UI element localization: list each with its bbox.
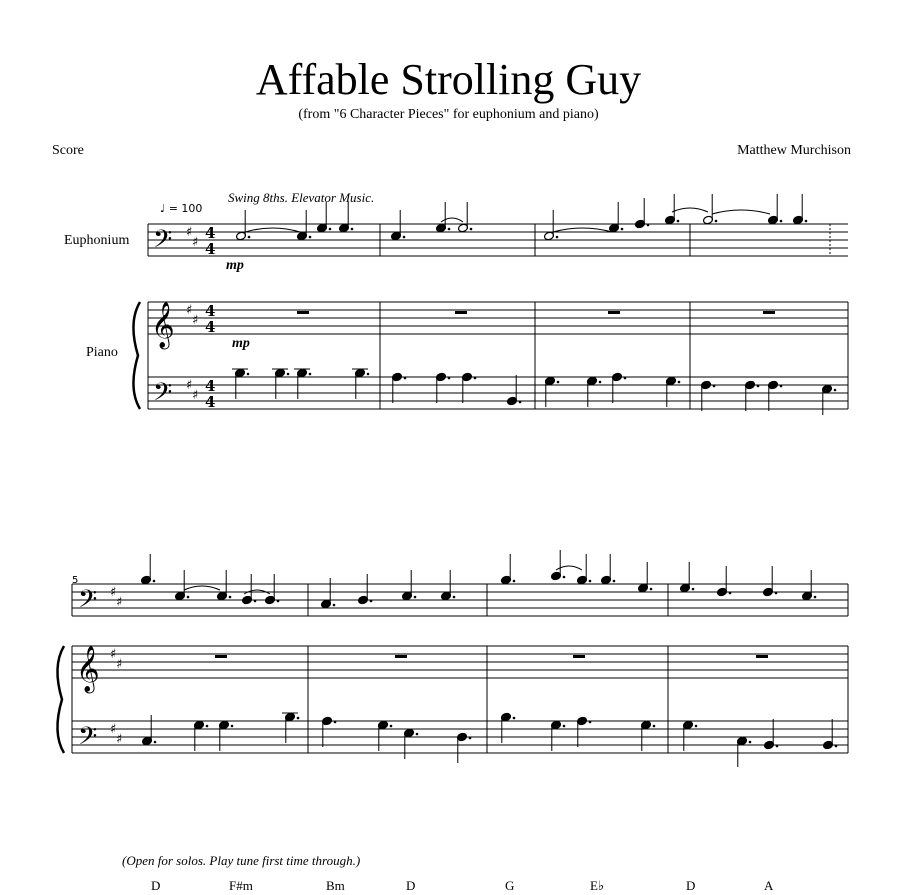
sharp-icon: ♯ (110, 647, 117, 662)
treble-clef-icon: 𝄞 (76, 646, 100, 692)
dot (448, 228, 451, 231)
dot (247, 373, 250, 376)
note (666, 376, 681, 407)
treble-clef-icon: 𝄞 (151, 302, 175, 348)
note (242, 574, 257, 605)
note (551, 720, 566, 751)
dot (678, 381, 681, 384)
note (339, 202, 354, 233)
slur (672, 208, 708, 212)
piece-subtitle: (from "6 Character Pieces" for euphonium and piano) (298, 107, 599, 122)
note (458, 202, 473, 233)
note (551, 550, 566, 581)
piano-brace (57, 646, 64, 753)
time-signature-denominator: 4 (205, 393, 216, 411)
note (297, 210, 312, 241)
chord-symbol: A (764, 878, 774, 893)
slur (245, 228, 300, 232)
whole-rest (608, 311, 620, 314)
dot (780, 385, 783, 388)
dot (599, 381, 602, 384)
sharp-icon: ♯ (116, 657, 123, 672)
quarter-note-icon: ♩ (160, 202, 166, 215)
note (358, 574, 373, 605)
note (404, 728, 419, 759)
dot (775, 592, 778, 595)
bass-clef-icon: 𝄢 (153, 378, 173, 413)
note (822, 384, 837, 415)
dot (414, 596, 417, 599)
dot (254, 600, 257, 603)
dot (231, 725, 234, 728)
dot (757, 385, 760, 388)
dot (519, 401, 522, 404)
dot (563, 576, 566, 579)
note (609, 202, 624, 233)
dot (805, 220, 808, 223)
note (793, 194, 808, 225)
dot (557, 381, 560, 384)
chord-symbol: D (406, 878, 416, 893)
dot (647, 224, 650, 227)
dot (206, 725, 209, 728)
dot (370, 600, 373, 603)
note (355, 368, 370, 399)
time-signature-denominator: 4 (205, 318, 216, 336)
dot (814, 596, 817, 599)
chord-symbol: E♭ (590, 878, 605, 893)
note (441, 570, 456, 601)
dot (613, 580, 616, 583)
dot (589, 580, 592, 583)
dot (309, 236, 312, 239)
piano-brace (133, 302, 140, 409)
slur (184, 586, 220, 590)
solo-instruction: (Open for solos. Play tune first time through.) (122, 853, 361, 868)
dot (309, 373, 312, 376)
dot (624, 377, 627, 380)
dynamic-piano: mp (232, 336, 250, 351)
sharp-icon: ♯ (110, 585, 117, 600)
note (764, 719, 779, 750)
bass-clef-icon: 𝄢 (78, 722, 98, 757)
dot (287, 373, 290, 376)
dot (835, 745, 838, 748)
dot (154, 741, 157, 744)
sharp-icon: ♯ (192, 313, 199, 328)
note (683, 720, 698, 751)
note (317, 202, 332, 233)
note (194, 720, 209, 751)
dot (470, 228, 473, 231)
score-label: Score (52, 143, 84, 158)
whole-rest (395, 655, 407, 658)
dot (653, 725, 656, 728)
note (601, 554, 616, 585)
dot (513, 580, 516, 583)
note (638, 562, 653, 593)
note (321, 578, 336, 609)
note (402, 570, 417, 601)
dot (556, 236, 559, 239)
staff-piano-treble (72, 646, 848, 678)
note (717, 566, 732, 597)
chord-symbol: D (686, 878, 696, 893)
note (507, 375, 522, 406)
note (436, 202, 451, 233)
dot (333, 604, 336, 607)
note (544, 210, 559, 241)
note (665, 194, 680, 225)
note (635, 198, 650, 229)
note (378, 720, 393, 751)
note (641, 720, 656, 751)
note (297, 368, 312, 399)
dot (677, 220, 680, 223)
note (235, 368, 250, 399)
dot (404, 377, 407, 380)
note (737, 736, 752, 767)
note (680, 562, 695, 593)
dot (695, 725, 698, 728)
dot (713, 385, 716, 388)
sharp-icon: ♯ (186, 225, 193, 240)
sharp-icon: ♯ (186, 378, 193, 393)
slur (712, 210, 770, 214)
measure-number: 5 (72, 575, 79, 586)
note (577, 554, 592, 585)
whole-rest (573, 655, 585, 658)
dot (715, 220, 718, 223)
whole-rest (763, 311, 775, 314)
time-signature-numerator: 4 (205, 377, 216, 395)
note (501, 712, 516, 743)
note (545, 376, 560, 407)
chord-symbol: F#m (229, 878, 253, 893)
dot (513, 717, 516, 720)
whole-rest (297, 311, 309, 314)
dot (621, 228, 624, 231)
note (175, 570, 190, 601)
note (285, 712, 300, 743)
staff-piano-treble (148, 302, 848, 334)
sharp-icon: ♯ (116, 595, 123, 610)
dot (563, 725, 566, 728)
dot (403, 236, 406, 239)
note (236, 210, 251, 241)
composer-name: Matthew Murchison (737, 143, 851, 158)
sharp-icon: ♯ (192, 235, 199, 250)
dynamic-euphonium: mp (226, 258, 244, 273)
dot (448, 377, 451, 380)
instrument-label-euphonium: Euphonium (64, 233, 130, 248)
note (703, 194, 718, 225)
dot (474, 377, 477, 380)
dot (416, 733, 419, 736)
dot (834, 389, 837, 392)
slur (441, 218, 463, 222)
dot (390, 725, 393, 728)
note (217, 570, 232, 601)
dot (277, 600, 280, 603)
dot (453, 596, 456, 599)
sharp-icon: ♯ (110, 722, 117, 737)
note (265, 574, 280, 605)
dot (187, 596, 190, 599)
chord-symbol: D (151, 878, 161, 893)
dot (329, 228, 332, 231)
dot (297, 717, 300, 720)
whole-rest (455, 311, 467, 314)
note (391, 210, 406, 241)
dot (780, 220, 783, 223)
bass-clef-icon: 𝄢 (78, 585, 98, 620)
tempo-value: = 100 (168, 202, 203, 215)
whole-rest (756, 655, 768, 658)
note (501, 554, 516, 585)
dot (367, 373, 370, 376)
dot (334, 721, 337, 724)
note (142, 715, 157, 746)
sharp-icon: ♯ (192, 388, 199, 403)
sharp-icon: ♯ (186, 303, 193, 318)
dot (229, 596, 232, 599)
dot (248, 236, 251, 239)
time-signature-denominator: 4 (205, 240, 216, 258)
chord-symbol: G (505, 878, 515, 893)
time-signature-numerator: 4 (205, 302, 216, 320)
note (763, 566, 778, 597)
note (587, 376, 602, 407)
dot (351, 228, 354, 231)
piece-title: Affable Strolling Guy (255, 55, 642, 104)
note (823, 719, 838, 750)
note (219, 720, 234, 751)
dot (749, 741, 752, 744)
note (802, 570, 817, 601)
dot (589, 721, 592, 724)
time-signature-numerator: 4 (205, 224, 216, 242)
staff-piano-bass (148, 377, 848, 409)
staff-euphonium (148, 224, 848, 256)
dot (153, 580, 156, 583)
whole-rest (215, 655, 227, 658)
note (275, 368, 290, 399)
sharp-icon: ♯ (116, 732, 123, 747)
note (768, 194, 783, 225)
dot (729, 592, 732, 595)
dot (469, 737, 472, 740)
note (141, 554, 156, 585)
bass-clef-icon: 𝄢 (153, 225, 173, 260)
instrument-label-piano: Piano (86, 345, 118, 360)
dot (776, 745, 779, 748)
dot (692, 588, 695, 591)
chord-symbol: Bm (326, 878, 345, 893)
dot (650, 588, 653, 591)
slur (553, 228, 612, 232)
expression-marking: Swing 8ths. Elevator Music. (228, 190, 375, 205)
